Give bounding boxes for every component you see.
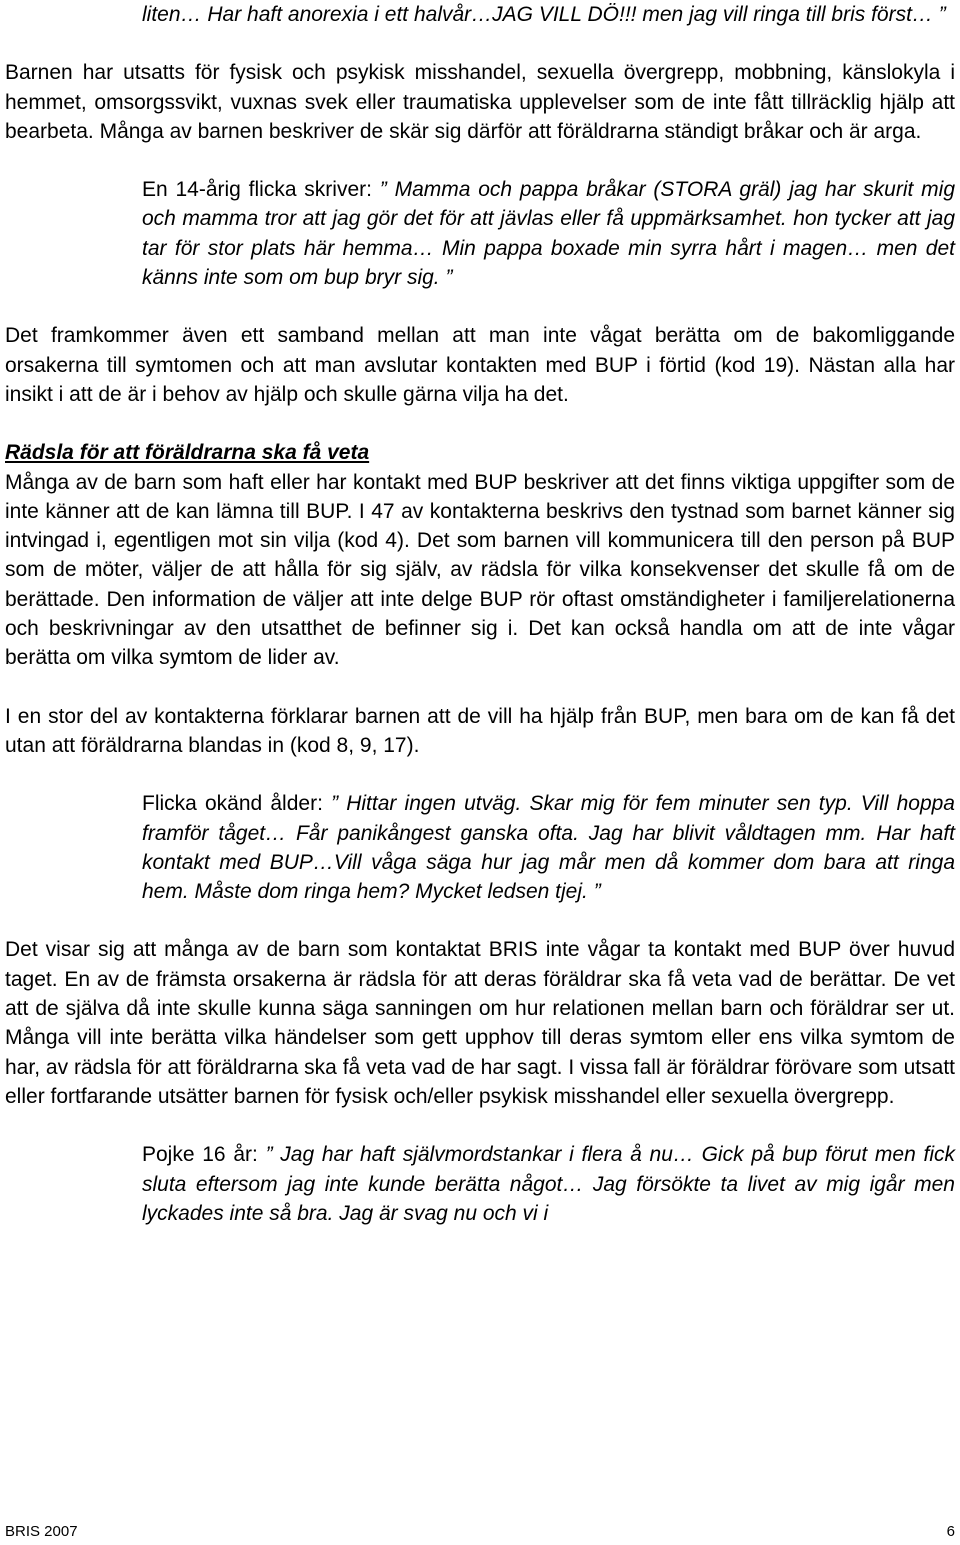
quote-boy-16 xyxy=(142,1140,955,1228)
paragraph-abuse-causes: Barnen har utsatts för fysisk och psykisk misshandel, sexuella övergrepp, mobbning, känslokyla i hemmet, omsorgssvikt, vuxnas svek eller traumatiska upplevelser som de inte fått tillräcklig hjälp att bearbeta. Många av barnen beskriver de skär sig därför att föräldrarna ständigt bråkar och är arga. xyxy=(5,61,955,143)
quote-text: ” Jag har haft självmordstankar i flera å nu… Gick på bup förut men fick sluta eftersom jag inte kunde berätta något… Jag försökte ta livet av mig igår men lyckades inte så bra. Jag är svag nu och vi i xyxy=(142,1143,955,1225)
quote-continuation: liten… Har haft anorexia i ett halvår…JAG VILL DÖ!!! men jag vill ringa till bris först… ” xyxy=(142,3,946,26)
paragraph-bris-contact: Det visar sig att många av de barn som kontaktat BRIS inte vågar ta kontakt med BUP över huvud taget. En av de främsta orsakerna är rädsla för att deras föräldrar ska få veta vad de berättar. De vet att de själva då inte skulle kunna säga sanningen om hur relationen mellan barn och föräldrar ser ut. Många vill inte berätta vilka händelser som gett upphov till deras symtom eller ens vilka symtom de har, av rädsla för att föräldrarna ska få veta vad de har sagt. I vissa fall är föräldrar förövare som utsatt eller fortfarande utsätter barnen för fysisk och/eller psykisk misshandel eller sexuella övergrepp. xyxy=(5,938,955,1108)
paragraph-want-help: I en stor del av kontakterna förklarar barnen att de vill ha hjälp från BUP, men bara om de kan få det utan att föräldrarna blandas in (kod 8, 9, 17). xyxy=(5,704,955,757)
section-heading: Rädsla för att föräldrarna ska få veta xyxy=(5,441,370,465)
paragraph-silence: Många av de barn som haft eller har kontakt med BUP beskriver att det finns viktiga uppgifter som de inte känner att de kan lämna till BUP. I 47 av kontakterna beskrivs den tystnad som barnet känner sig intvingad i, egentligen mot sin vilja (kod 4). Det som barnen vill kommunicera till den person på BUP som de möter, väljer de att hålla för sig själv, av rädsla för vilka konsekvenser det skulle få om de berättade. Den information de väljer att inte delge BUP rör oftast omständigheter i familjerelationerna och beskrivningar av den utsatthet de befinner sig i. Det kan också handla om att de inte vågar berätta om vilka symtom de lider av. xyxy=(5,470,955,670)
quote-intro: En 14-årig flicka skriver: xyxy=(142,178,380,202)
paragraph-connection: Det framkommer även ett samband mellan att man inte vågat berätta om de bakomliggande orsakerna till symtomen och att man avslutar kontakten med BUP i förtid (kod 19). Nästan alla har insikt i att de är i behov av hjälp och skulle gärna vilja ha det. xyxy=(5,324,955,406)
quote-text: ” Mamma och pappa bråkar (STORA gräl) jag har skurit mig och mamma tror att jag gör det för att jävlas eller få uppmärksamhet. hon tycker att jag tar för stor plats här hemma… Min pappa boxade min syrra hårt i magen… men det känns inte som om bup bryr sig. ” xyxy=(142,178,955,290)
quote-intro: Pojke 16 år: xyxy=(142,1143,266,1167)
page-number: 6 xyxy=(946,1523,955,1540)
quote-intro: Flicka okänd ålder: xyxy=(142,792,332,816)
document-page xyxy=(5,0,955,1228)
quote-text: ” Hittar ingen utväg. Skar mig för fem minuter sen typ. Vill hoppa framför tåget… Får panikångest ganska ofta. Jag har blivit våldtagen mm. Har haft kontakt med BUP…Vill våga säga hur jag mår men då kommer dom bara att ringa hem. Måste dom ringa hem? Mycket ledsen tjej. ” xyxy=(142,792,955,904)
quote-14-year-old-girl xyxy=(142,175,955,292)
quote-girl-unknown-age xyxy=(142,789,955,906)
footer-publisher: BRIS 2007 xyxy=(5,1523,78,1540)
